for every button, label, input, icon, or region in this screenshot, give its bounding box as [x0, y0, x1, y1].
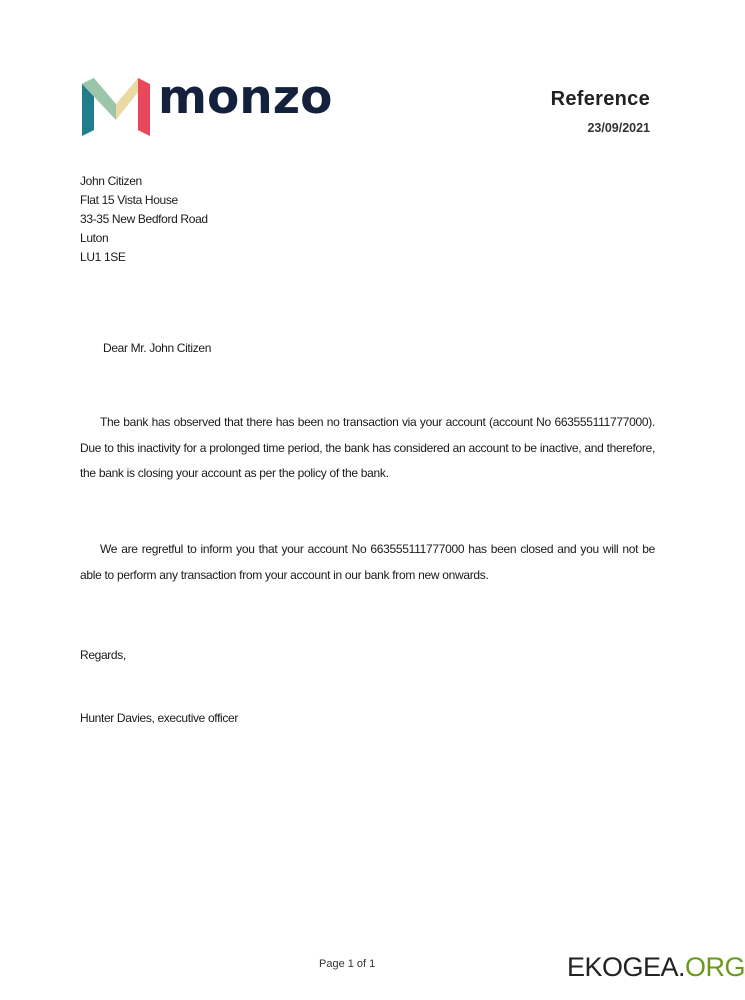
closing: Regards,: [80, 648, 126, 662]
letter-date: 23/09/2021: [587, 121, 650, 135]
page-number: Page 1 of 1: [319, 958, 376, 970]
address-line: 33-35 New Bedford Road: [80, 212, 208, 226]
body-paragraph: The bank has observed that there has been no transaction via your account (account No 663555111777000). Due to this inactivity for a prolonged time period, the bank has considered an account to be inactive, and therefore, the bank is closing your account as per the policy of the bank.: [80, 415, 655, 480]
watermark-tld: ORG: [685, 952, 745, 982]
recipient-address: [80, 172, 208, 267]
body-paragraph: We are regretful to inform you that your account No 663555111777000 has been closed and you will not be able to perform any transaction from your account in our bank from new onwards.: [80, 542, 655, 582]
watermark: [567, 952, 745, 983]
greeting: Dear Mr. John Citizen: [103, 341, 212, 355]
monzo-logo-icon: [80, 74, 150, 138]
watermark-main: EKOGEA.: [567, 952, 686, 982]
address-line: Flat 15 Vista House: [80, 193, 178, 207]
address-line: John Citizen: [80, 174, 142, 188]
reference-label: Reference: [550, 88, 650, 110]
signature: Hunter Davies, executive officer: [80, 711, 238, 725]
address-line: Luton: [80, 231, 109, 245]
brand-wordmark: monzo: [158, 70, 333, 125]
address-line: LU1 1SE: [80, 250, 126, 264]
